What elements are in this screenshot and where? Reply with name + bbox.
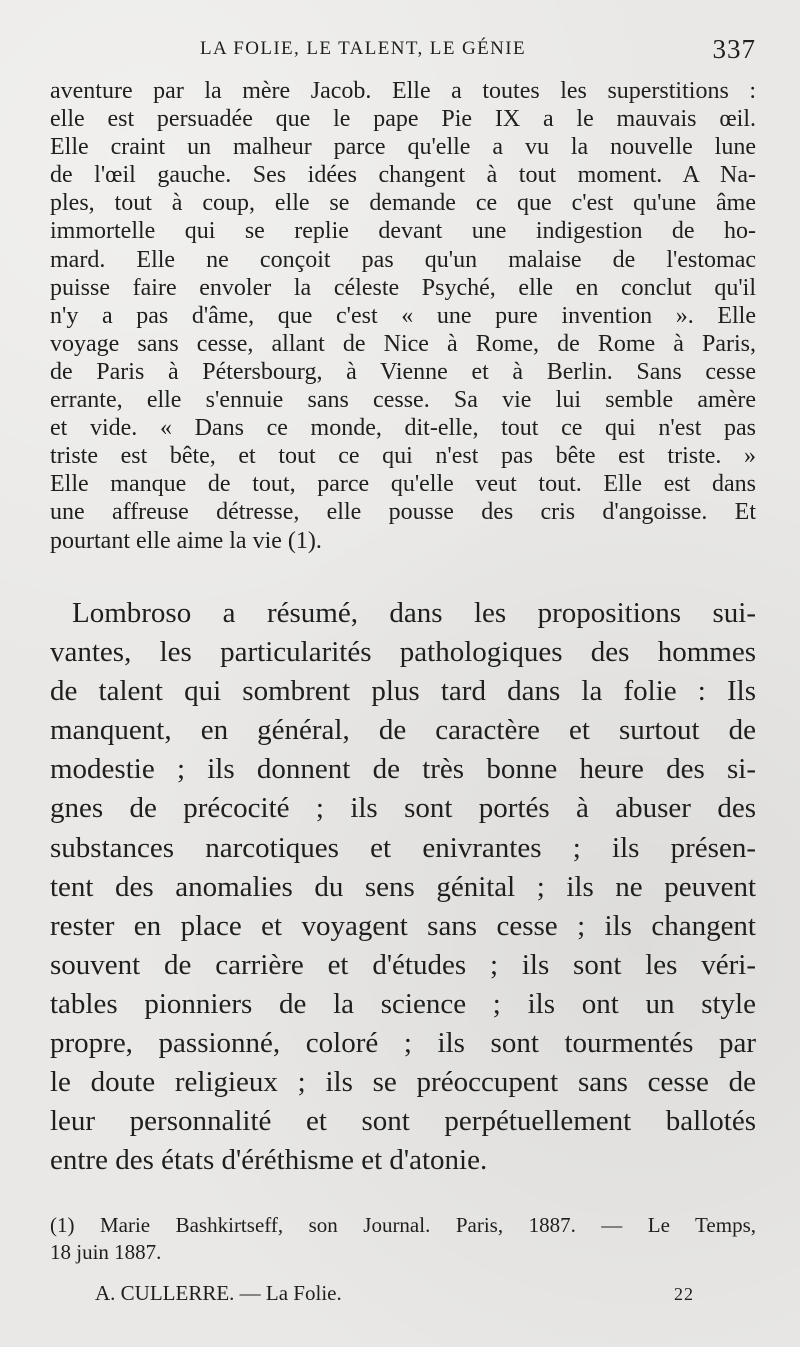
paragraph-2-line: tables pionniers de la science ; ils ont un style [50,987,756,1020]
paragraph-1-line: mard. Elle ne conçoit pas qu'un malaise de l'estomac [50,246,756,273]
paragraph-1-line: n'y a pas d'âme, que c'est « une pure invention ». Elle [50,302,756,329]
paragraph-2-line: le doute religieux ; ils se préoccupent sans cesse de [50,1066,756,1099]
paragraph-1-line: Elle craint un malheur parce qu'elle a vu la nouvelle lune [50,134,756,161]
signature-number: 22 [674,1284,694,1304]
running-head [0,34,800,74]
paragraph-2-line: gnes de précocité ; ils sont portés à abuser des [50,792,756,825]
paragraph-1-line: et vide. « Dans ce monde, dit-elle, tout ce qui n'est pas [50,415,756,442]
footnote-line: 18 juin 1887. [50,1240,162,1264]
paragraph-2-line: manquent, en général, de caractère et surtout de [50,714,756,747]
page-number: 337 [712,34,756,64]
paragraph-1-line: voyage sans cesse, allant de Nice à Rome, de Rome à Paris, [50,330,756,357]
signature-line: A. CULLERRE. — La Folie. [95,1281,342,1305]
paragraph-2-line: propre, passionné, coloré ; ils sont tourmentés par [50,1027,756,1060]
paragraph-2-line: de talent qui sombrent plus tard dans la folie : Ils [50,675,756,708]
paragraph-1-line: une affreuse détresse, elle pousse des cris d'angoisse. Et [50,499,756,526]
paragraph-1 [50,77,756,555]
paragraph-2-line: substances narcotiques et enivrantes ; ils présen- [50,831,756,864]
paragraph-1-line: errante, elle s'ennuie sans cesse. Sa vie lui semble amère [50,387,756,414]
paragraph-2 [50,594,756,1180]
running-title: LA FOLIE, LE TALENT, LE GÉNIE [200,38,526,59]
paragraph-1-line: ples, tout à coup, elle se demande ce que c'est qu'une âme [50,190,756,217]
paragraph-1-line: immortelle qui se replie devant une indigestion de ho- [50,218,756,245]
footnote-line: (1) Marie Bashkirtseff, son Journal. Paris, 1887. — Le Temps, [50,1213,756,1237]
paragraph-1-line: elle est persuadée que le pape Pie IX a le mauvais œil. [50,106,756,133]
paragraph-1-line: Elle manque de tout, parce qu'elle veut tout. Elle est dans [50,471,756,498]
footnote [50,1212,756,1266]
paragraph-1-line: de l'œil gauche. Ses idées changent à tout moment. A Na- [50,162,756,189]
paragraph-2-line: tent des anomalies du sens génital ; ils ne peuvent [50,870,756,903]
paragraph-1-line: aventure par la mère Jacob. Elle a toutes les superstitions : [50,78,756,104]
paragraph-2-line: souvent de carrière et d'études ; ils sont les véri- [50,948,756,981]
paragraph-2-line: modestie ; ils donnent de très bonne heure des si- [50,753,756,786]
paragraph-2-line [50,594,756,633]
paragraph-2-line: entre des états d'éréthisme et d'atonie. [50,1144,488,1177]
paragraph-2-first-line: Lombroso a résumé, dans les propositions sui- [72,597,756,629]
paragraph-1-line: puisse faire envoler la céleste Psyché, elle en conclut qu'il [50,274,756,301]
paragraph-1-line: triste est bête, et tout ce qui n'est pas bête est triste. » [50,443,756,470]
paragraph-1-line: de Paris à Pétersbourg, à Vienne et à Berlin. Sans cesse [50,358,756,385]
paragraph-2-line: rester en place et voyagent sans cesse ; ils changent [50,909,756,942]
paragraph-1-line: pourtant elle aime la vie (1). [50,527,322,554]
paragraph-2-line: leur personnalité et sont perpétuellement ballotés [50,1105,756,1138]
paragraph-2-line: vantes, les particularités pathologiques des hommes [50,636,756,669]
